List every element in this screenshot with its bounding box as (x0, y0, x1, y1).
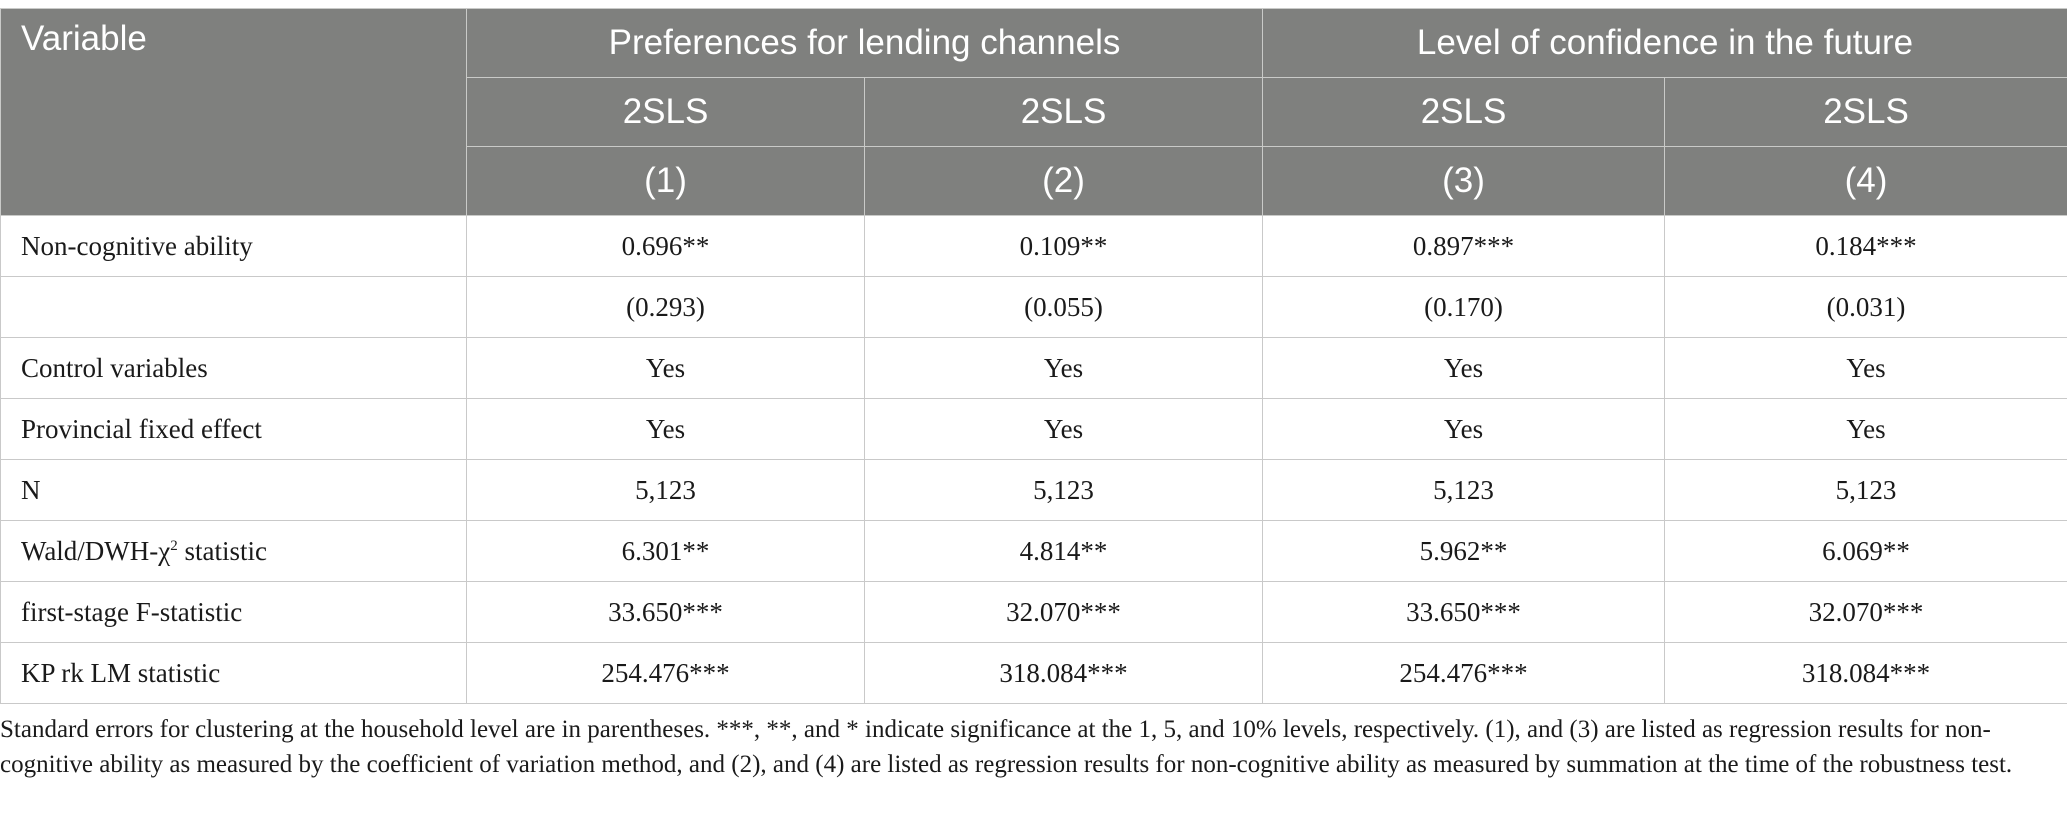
table-cell: 0.184*** (1665, 216, 2067, 277)
table-cell: Yes (467, 399, 865, 460)
row-label: KP rk LM statistic (1, 643, 467, 704)
table-row-first-stage-f-statistic (1, 582, 2067, 643)
header-column-number: (3) (1263, 147, 1665, 216)
table-cell: 5.962** (1263, 521, 1665, 582)
table-body (1, 216, 2067, 704)
row-label: Provincial fixed effect (1, 399, 467, 460)
header-method: 2SLS (1665, 78, 2067, 147)
table-cell: (0.055) (865, 277, 1263, 338)
header-method: 2SLS (467, 78, 865, 147)
table-cell: 33.650*** (467, 582, 865, 643)
header-row-groups (1, 9, 2067, 78)
table-cell: (0.170) (1263, 277, 1665, 338)
table-cell: 33.650*** (1263, 582, 1665, 643)
table-cell: Yes (467, 338, 865, 399)
header-group-lending-channels: Preferences for lending channels (467, 9, 1263, 78)
table-cell: 32.070*** (1665, 582, 2067, 643)
table-cell: (0.293) (467, 277, 865, 338)
row-label: Non-cognitive ability (1, 216, 467, 277)
table-cell: Yes (1665, 399, 2067, 460)
row-label: first-stage F-statistic (1, 582, 467, 643)
table-cell: 5,123 (1263, 460, 1665, 521)
row-label-text-suffix: statistic (177, 535, 268, 566)
table-row-standard-errors (1, 277, 2067, 338)
table-cell: 32.070*** (865, 582, 1263, 643)
table-footnote: Standard errors for clustering at the household level are in parentheses. ***, **, and * indicate significance at the 1, 5, and 10% levels, respectively. (1), and (3) are listed as regression results for non-cognitive ability as measured by the coefficient of variation method, and (2), and (4) are listed as regression results for non-cognitive ability as measured by summation at the time of the robustness test. (0, 716, 2013, 778)
table-row-provincial-fixed-effect (1, 399, 2067, 460)
table-cell: Yes (1665, 338, 2067, 399)
header-method: 2SLS (1263, 78, 1665, 147)
row-label-superscript: 2 (170, 537, 178, 554)
table-cell: Yes (865, 399, 1263, 460)
table-cell: 318.084*** (1665, 643, 2067, 704)
table-cell: 5,123 (1665, 460, 2067, 521)
header-column-number: (2) (865, 147, 1263, 216)
row-label: Control variables (1, 338, 467, 399)
table-cell: (0.031) (1665, 277, 2067, 338)
regression-table-container (0, 8, 2067, 782)
table-cell: 5,123 (467, 460, 865, 521)
table-row-control-variables (1, 338, 2067, 399)
row-label-text: Wald/DWH-χ (21, 535, 171, 566)
table-header (1, 9, 2067, 216)
table-cell: 6.069** (1665, 521, 2067, 582)
table-row-wald-dwh-statistic (1, 521, 2067, 582)
header-column-number: (4) (1665, 147, 2067, 216)
row-label (1, 521, 467, 582)
table-row-n (1, 460, 2067, 521)
header-group-confidence-future: Level of confidence in the future (1263, 9, 2067, 78)
table-cell: 6.301** (467, 521, 865, 582)
table-cell: 0.696** (467, 216, 865, 277)
table-cell: Yes (1263, 399, 1665, 460)
table-cell: 5,123 (865, 460, 1263, 521)
regression-table (0, 8, 2067, 704)
header-method: 2SLS (865, 78, 1263, 147)
header-column-number: (1) (467, 147, 865, 216)
table-cell: 4.814** (865, 521, 1263, 582)
table-cell: 0.109** (865, 216, 1263, 277)
table-cell: 254.476*** (1263, 643, 1665, 704)
table-row-non-cognitive-ability (1, 216, 2067, 277)
table-cell: 318.084*** (865, 643, 1263, 704)
row-label: N (1, 460, 467, 521)
table-cell: Yes (1263, 338, 1665, 399)
table-row-kp-rk-lm-statistic (1, 643, 2067, 704)
table-cell: Yes (865, 338, 1263, 399)
table-cell: 254.476*** (467, 643, 865, 704)
header-variable: Variable (1, 9, 467, 216)
table-cell: 0.897*** (1263, 216, 1665, 277)
row-label (1, 277, 467, 338)
